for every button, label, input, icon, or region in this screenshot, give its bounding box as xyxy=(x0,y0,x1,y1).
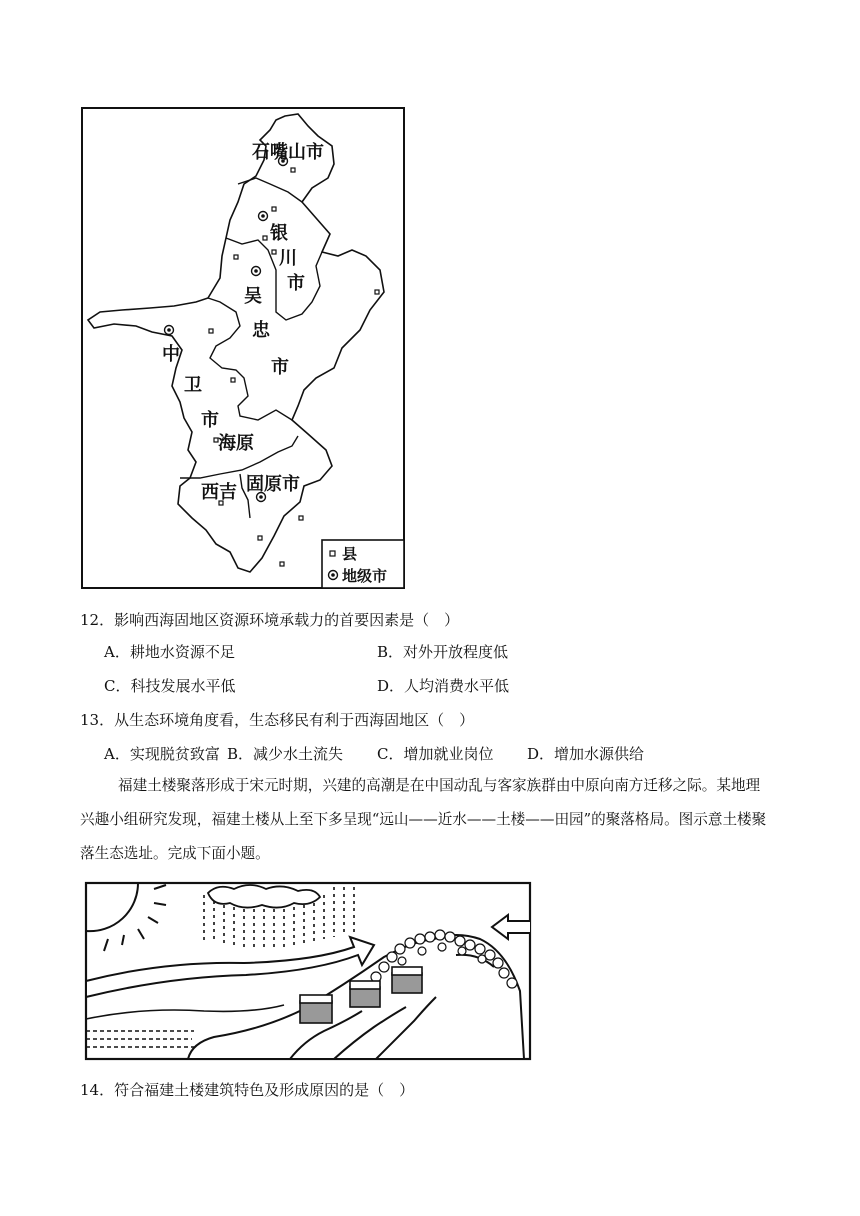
passage-line-1: 福建土楼聚落形成于宋元时期，兴建的高潮是在中国动乱与客家族群由中原向南方迁移之际。某地理 xyxy=(118,777,761,794)
map-legend xyxy=(322,540,404,588)
question-14-stem: 14．符合福建土楼建筑特色及形成原因的是（ ） xyxy=(80,1081,415,1099)
ningxia-map xyxy=(80,106,406,590)
passage-line-3: 落生态选址。完成下面小题。 xyxy=(80,845,270,862)
label-xiji: 西吉 xyxy=(201,482,237,503)
tulou-site-diagram xyxy=(84,881,532,1061)
label-wei: 卫 xyxy=(184,375,202,396)
legend-county-label: 县 xyxy=(342,545,358,563)
question-13-stem: 13．从生态环境角度看，生态移民有利于西海固地区（ ） xyxy=(80,711,475,729)
label-chuan: 川 xyxy=(279,248,297,269)
label-haiyuan: 海原 xyxy=(218,433,254,454)
legend-prefecture-label: 地级市 xyxy=(342,567,388,585)
question-12-option-b[interactable]: B．对外开放程度低 xyxy=(377,643,509,661)
label-wu: 吴 xyxy=(244,286,262,307)
question-13-option-a[interactable]: A．实现脱贫致富 xyxy=(104,745,220,763)
question-13-option-b[interactable]: B．减少水土流失 xyxy=(227,745,344,763)
label-guyuan: 固原市 xyxy=(246,474,300,495)
label-shi-1: 市 xyxy=(287,273,305,294)
question-12-option-d[interactable]: D．人均消费水平低 xyxy=(377,677,510,695)
label-zhong-mid: 中 xyxy=(162,344,180,365)
label-shi-3: 市 xyxy=(201,410,219,431)
passage-line-2: 兴趣小组研究发现，福建土楼从上至下多呈现“远山——近水——土楼——田园”的聚落格局。图示意土楼聚 xyxy=(80,811,767,828)
question-13-option-d[interactable]: D．增加水源供给 xyxy=(527,745,645,763)
label-zhong-loyal: 忠 xyxy=(252,320,270,341)
label-yin: 银 xyxy=(270,223,288,244)
label-shizuishan: 石嘴山市 xyxy=(252,142,324,163)
label-shi-2: 市 xyxy=(271,357,289,378)
question-13-option-c[interactable]: C．增加就业岗位 xyxy=(377,745,494,763)
question-12-option-a[interactable]: A．耕地水资源不足 xyxy=(104,643,235,661)
question-12-stem: 12．影响西海固地区资源环境承载力的首要因素是（ ） xyxy=(80,611,460,629)
question-12-option-c[interactable]: C．科技发展水平低 xyxy=(104,677,236,695)
